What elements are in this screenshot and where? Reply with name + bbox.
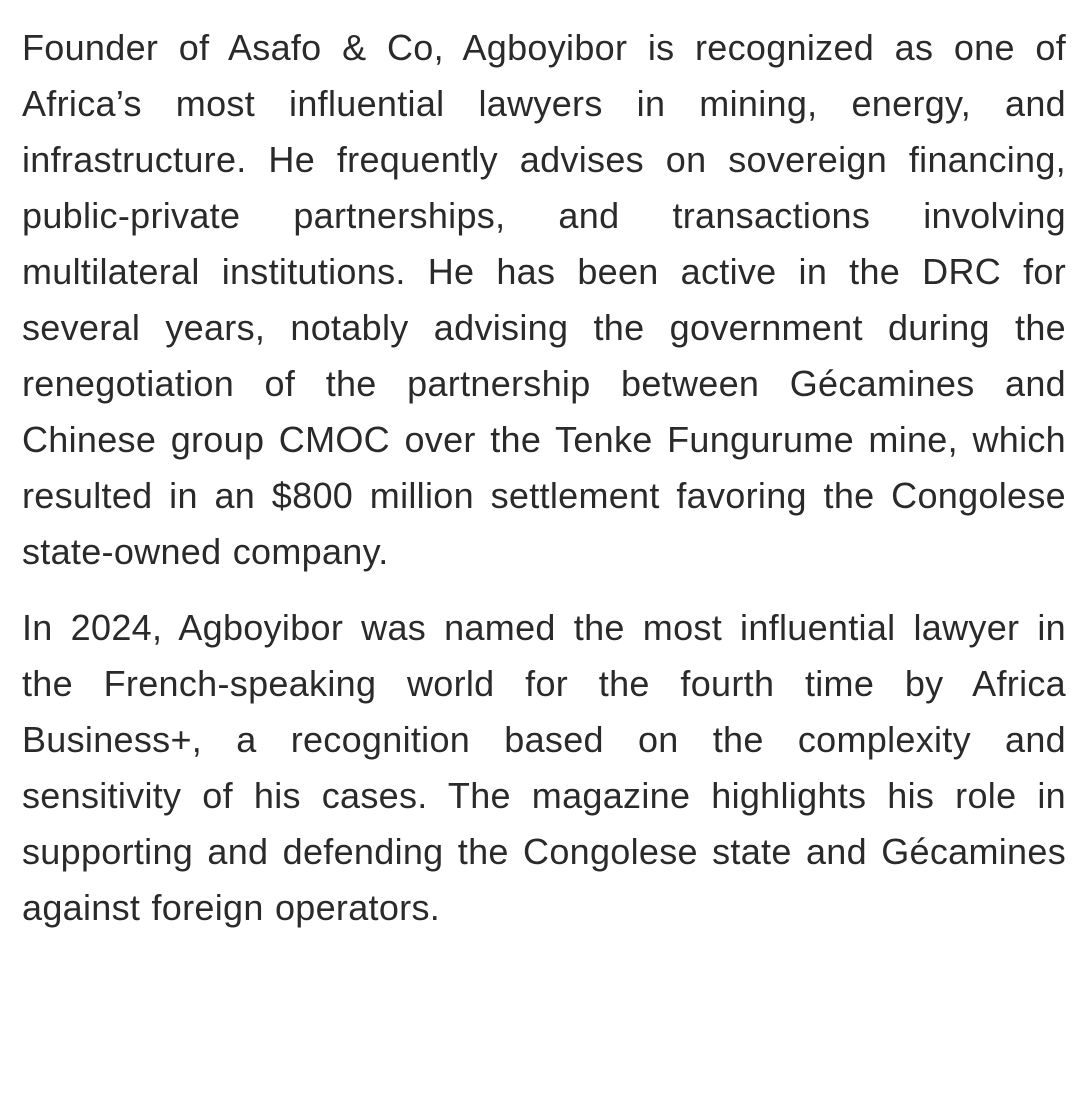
article-paragraph-2: In 2024, Agboyibor was named the most influential lawyer in the French-speaking world for the fourth time by Africa Business+, a recognition based on the complexity and sensitivity of his cases. The magazine highlights his role in supporting and defending the Congolese state and Gécamines against foreign operators. [22, 607, 1066, 928]
article-paragraph-1: Founder of Asafo & Co, Agboyibor is recognized as one of Africa’s most influential lawyers in mining, energy, and infrastructure. He frequently advises on sovereign financing, public-private partnerships, and transactions involving multilateral institutions. He has been active in the DRC for several years, notably advising the government during the renegotiation of the partnership between Gécamines and Chinese group CMOC over the Tenke Fungurume mine, which resulted in an $800 million settlement favoring the Congolese state-owned company. [22, 27, 1066, 572]
